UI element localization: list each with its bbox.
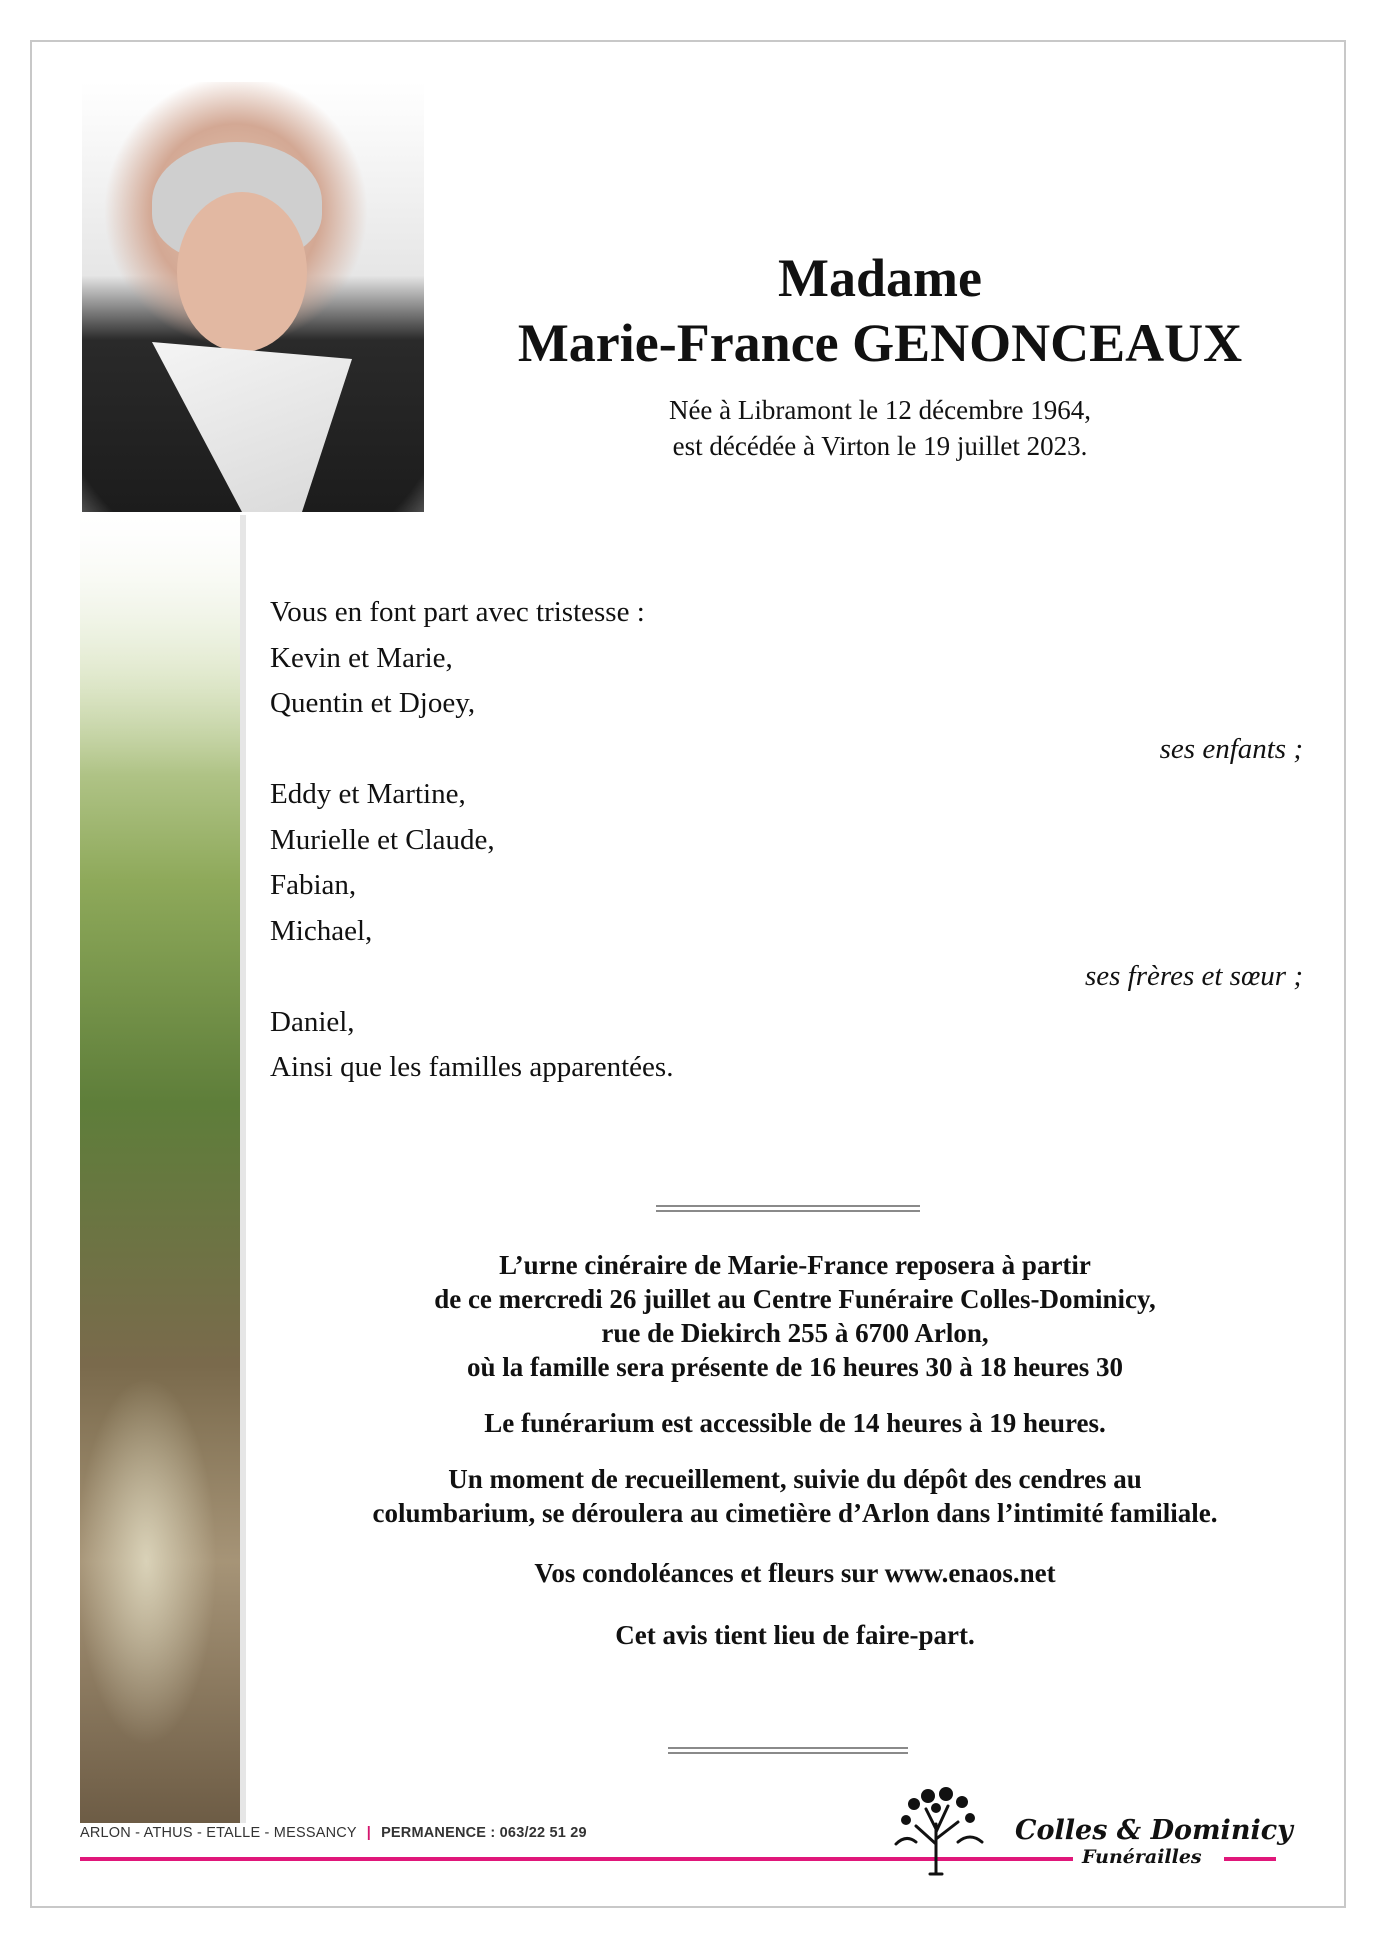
birth-death-dates [440, 392, 1320, 464]
family-line: Daniel, [270, 1005, 355, 1038]
footer-accent-line-right [1224, 1857, 1276, 1861]
tree-logo-icon [886, 1784, 988, 1878]
honorific: Madame [778, 248, 982, 308]
urn-line: de ce mercredi 26 juillet au Centre Funéraire Colles-Dominicy, [434, 1284, 1156, 1314]
family-line: Murielle et Claude, [270, 823, 495, 856]
footer-locations: ARLON - ATHUS - ETALLE - MESSANCY [80, 1825, 357, 1841]
brand-name: Colles & Dominicy [1015, 1815, 1293, 1846]
ceremony-info [270, 1248, 1320, 1652]
family-line: Eddy et Martine, [270, 778, 466, 810]
footer-separator: | [366, 1825, 372, 1841]
divider-top [656, 1205, 920, 1212]
urn-line: rue de Diekirch 255 à 6700 Arlon, [601, 1318, 989, 1348]
divider-bottom [668, 1747, 908, 1754]
urn-line: L’urne cinéraire de Marie-France reposera à partir [499, 1250, 1091, 1280]
urn-paragraph [270, 1248, 1320, 1384]
forest-path-image [80, 515, 246, 1823]
family-line: Fabian, [270, 869, 357, 901]
death-line: est décédée à Virton le 19 juillet 2023. [672, 431, 1088, 461]
relation-children: ses enfants ; [1159, 732, 1303, 765]
ceremony-line: Un moment de recueillement, suivie du dépôt des cendres au [448, 1464, 1142, 1494]
family-line: Kevin et Marie, [270, 641, 453, 674]
urn-line: où la famille sera présente de 16 heures 30 à 18 heures 30 [467, 1352, 1123, 1382]
family-list [270, 590, 1303, 1091]
portrait-scarf [152, 342, 352, 512]
birth-line: Née à Libramont le 12 décembre 1964, [668, 395, 1092, 425]
family-line: Michael, [270, 914, 373, 947]
deceased-name: Marie-France GENONCEAUX [517, 313, 1243, 373]
brand-subtitle: Funérailles [1082, 1846, 1202, 1868]
footer-permanence: PERMANENCE : 063/22 51 29 [381, 1825, 587, 1841]
relation-siblings: ses frères et sœur ; [1084, 960, 1303, 992]
condolences-paragraph: Vos condoléances et fleurs sur www.enaos.net [534, 1558, 1056, 1588]
family-line: Ainsi que les familles apparentées. [270, 1051, 674, 1083]
family-line: Quentin et Djoey, [270, 687, 476, 719]
forest-border [240, 515, 246, 1823]
ceremony-line: columbarium, se déroulera au cimetière d’Arlon dans l’intimité familiale. [372, 1498, 1218, 1528]
portrait-face [177, 192, 307, 352]
footer-contact [80, 1825, 587, 1841]
portrait-photo [82, 82, 424, 512]
ceremony-paragraph [270, 1462, 1320, 1530]
closing-paragraph: Cet avis tient lieu de faire-part. [615, 1620, 975, 1650]
hours-paragraph: Le funérarium est accessible de 14 heures à 19 heures. [484, 1408, 1106, 1438]
family-intro: Vous en font part avec tristesse : [270, 596, 645, 628]
